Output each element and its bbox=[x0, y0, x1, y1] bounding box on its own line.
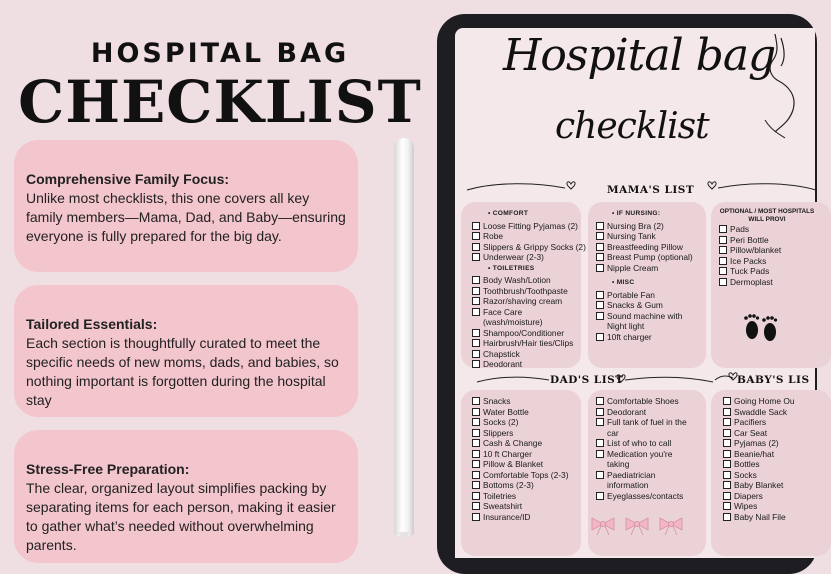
checkbox[interactable] bbox=[719, 246, 727, 254]
checkbox[interactable] bbox=[596, 301, 604, 309]
checkbox[interactable] bbox=[723, 471, 731, 479]
checkbox[interactable] bbox=[596, 397, 604, 405]
checkbox[interactable] bbox=[723, 502, 731, 510]
item-label: Nursing Bra (2) bbox=[607, 220, 664, 231]
baby-list-column bbox=[723, 396, 815, 522]
item-label: Deodorant bbox=[607, 406, 647, 417]
checkbox[interactable] bbox=[596, 492, 604, 500]
item-label: Snacks bbox=[483, 396, 511, 406]
checkbox[interactable] bbox=[596, 418, 604, 426]
checklist-item[interactable] bbox=[596, 491, 702, 502]
checklist-item[interactable] bbox=[723, 417, 815, 428]
item-label: Snacks & Gum bbox=[607, 300, 663, 310]
checklist-item[interactable] bbox=[596, 300, 708, 311]
checkbox[interactable] bbox=[472, 429, 480, 437]
checkbox[interactable] bbox=[596, 408, 604, 416]
checklist-item[interactable] bbox=[472, 459, 582, 470]
feature-card-family-focus bbox=[14, 140, 358, 272]
checklist-item[interactable] bbox=[596, 311, 696, 332]
toiletries-label: TOILETRIES bbox=[492, 264, 535, 272]
checkbox[interactable] bbox=[472, 308, 480, 316]
item-label: Diapers bbox=[734, 490, 763, 501]
card-title: Comprehensive Family Focus: bbox=[26, 171, 230, 187]
subheading-misc: • MISC bbox=[612, 279, 635, 286]
checkbox[interactable] bbox=[719, 225, 727, 233]
checklist-item[interactable] bbox=[472, 307, 544, 328]
checklist-item[interactable] bbox=[472, 438, 582, 449]
checkbox[interactable] bbox=[596, 439, 604, 447]
item-label: Insurance/ID bbox=[483, 511, 531, 522]
checklist-item[interactable] bbox=[472, 501, 582, 512]
item-label: Portable Fan bbox=[607, 289, 655, 300]
checkbox[interactable] bbox=[472, 450, 480, 458]
heart-divider-icon bbox=[713, 371, 739, 383]
checkbox[interactable] bbox=[596, 264, 604, 272]
item-label: Shampoo/Conditioner bbox=[483, 327, 565, 338]
checkbox[interactable] bbox=[596, 291, 604, 299]
heart-divider-icon bbox=[475, 373, 555, 385]
checklist-item[interactable] bbox=[472, 242, 584, 253]
checklist-item[interactable] bbox=[723, 491, 815, 502]
checkbox[interactable] bbox=[596, 333, 604, 341]
item-label: Body Wash/Lotion bbox=[483, 275, 551, 285]
item-label: Chapstick bbox=[483, 348, 520, 359]
checkbox[interactable] bbox=[472, 297, 480, 305]
mamas-list-heading: MAMA'S LIST bbox=[607, 184, 695, 196]
mama-nursing-list bbox=[596, 208, 708, 342]
checkbox[interactable] bbox=[596, 243, 604, 251]
item-label: Nursing Tank bbox=[607, 231, 656, 241]
item-label: Eyeglasses/contacts bbox=[607, 490, 684, 501]
mama-optional-list bbox=[719, 208, 819, 287]
item-label: Nipple Cream bbox=[607, 262, 659, 273]
checkbox[interactable] bbox=[719, 236, 727, 244]
item-label: Swaddle Sack bbox=[734, 406, 788, 417]
item-label: Medication you're taking bbox=[607, 448, 673, 469]
checkbox[interactable] bbox=[723, 481, 731, 489]
checklist-item[interactable] bbox=[723, 480, 815, 491]
dad-list-column-2 bbox=[596, 396, 702, 501]
item-label: Pyjamas (2) bbox=[734, 438, 779, 448]
checkbox[interactable] bbox=[596, 232, 604, 240]
checkbox[interactable] bbox=[472, 471, 480, 479]
item-label: Going Home Ou bbox=[734, 396, 795, 406]
checkbox[interactable] bbox=[596, 312, 604, 320]
checkbox[interactable] bbox=[723, 513, 731, 521]
checklist-item[interactable] bbox=[472, 396, 582, 407]
checklist-item[interactable] bbox=[596, 417, 700, 438]
item-label: Sweatshirt bbox=[483, 501, 523, 511]
item-label: Peri Bottle bbox=[730, 234, 769, 245]
item-label: Dermoplast bbox=[730, 276, 773, 287]
baby-footprints-icon bbox=[741, 310, 781, 344]
checkbox[interactable] bbox=[472, 408, 480, 416]
checkbox[interactable] bbox=[472, 481, 480, 489]
checkbox[interactable] bbox=[723, 397, 731, 405]
checklist-item[interactable] bbox=[472, 417, 582, 428]
checklist-item[interactable] bbox=[472, 296, 584, 307]
item-label: Pads bbox=[730, 224, 750, 234]
checkbox[interactable] bbox=[472, 460, 480, 468]
checklist-item[interactable] bbox=[472, 359, 584, 370]
checklist-item[interactable] bbox=[596, 252, 708, 263]
item-label: Baby Blanket bbox=[734, 480, 784, 490]
card-body: Each section is thoughtfully curated to meet the specific needs of new moms, dads, and babies, so nothing important is forgotten during the hospital stay bbox=[26, 335, 339, 408]
checklist-item[interactable] bbox=[719, 224, 819, 235]
item-label: Tuck Pads bbox=[730, 266, 770, 276]
checklist-item[interactable] bbox=[472, 275, 584, 286]
heart-divider-icon bbox=[703, 178, 818, 194]
checklist-item[interactable] bbox=[596, 407, 702, 418]
item-label: Water Bottle bbox=[483, 406, 529, 417]
checkbox[interactable] bbox=[472, 222, 480, 230]
checkbox[interactable] bbox=[472, 397, 480, 405]
card-body: The clear, organized layout simplifies packing by separating items for each person, making it easier to gather what’s needed without overwhelming parents. bbox=[26, 480, 336, 553]
item-label: Toiletries bbox=[483, 490, 517, 501]
checkbox[interactable] bbox=[719, 267, 727, 275]
checklist-item[interactable] bbox=[596, 438, 702, 449]
checkbox[interactable] bbox=[723, 450, 731, 458]
checklist-item[interactable] bbox=[723, 459, 815, 470]
item-label: Comfortable Shoes bbox=[607, 396, 679, 406]
checklist-item[interactable] bbox=[723, 449, 815, 460]
item-label: Wipes bbox=[734, 501, 758, 511]
checklist-item[interactable] bbox=[596, 231, 708, 242]
checklist-item[interactable] bbox=[472, 328, 584, 339]
item-label: Pillow & Blanket bbox=[483, 459, 544, 469]
stylus-tip bbox=[398, 532, 410, 542]
checklist-item[interactable] bbox=[472, 480, 582, 491]
checkbox[interactable] bbox=[472, 350, 480, 358]
checklist-item[interactable] bbox=[719, 245, 819, 256]
checklist-item[interactable] bbox=[723, 470, 815, 481]
pink-bows-icon bbox=[589, 516, 685, 536]
checklist-item[interactable] bbox=[472, 428, 582, 439]
checkbox[interactable] bbox=[472, 513, 480, 521]
item-label: Toothbrush/Toothpaste bbox=[483, 285, 568, 296]
item-label: Breast Pump (optional) bbox=[607, 252, 693, 262]
nursing-label: IF NURSING: bbox=[616, 210, 661, 217]
checklist-item[interactable] bbox=[719, 277, 819, 288]
checkbox[interactable] bbox=[723, 418, 731, 426]
checkbox[interactable] bbox=[596, 450, 604, 458]
checkbox[interactable] bbox=[723, 439, 731, 447]
checklist-item[interactable] bbox=[723, 512, 815, 523]
checklist-item[interactable] bbox=[472, 231, 584, 242]
item-label: Breastfeeding Pillow bbox=[607, 241, 683, 252]
item-label: Robe bbox=[483, 231, 504, 241]
item-label: Car Seat bbox=[734, 427, 768, 438]
screen-title-line2: checklist bbox=[555, 106, 709, 147]
checklist-item[interactable] bbox=[596, 290, 708, 301]
item-label: Slippers & Grippy Socks (2) bbox=[483, 241, 586, 252]
dads-list-heading: DAD'S LIST bbox=[550, 374, 624, 386]
checklist-item[interactable] bbox=[719, 266, 819, 277]
item-label: Socks bbox=[734, 469, 757, 480]
checklist-item[interactable] bbox=[472, 286, 584, 297]
item-label: 10 ft Charger bbox=[483, 448, 532, 459]
checklist-item[interactable] bbox=[719, 256, 819, 267]
item-label: Pacifiers bbox=[734, 417, 767, 427]
subheading-nursing: • IF NURSING: bbox=[612, 210, 661, 217]
card-title: Tailored Essentials: bbox=[26, 316, 158, 332]
checkbox[interactable] bbox=[472, 360, 480, 368]
checklist-item[interactable] bbox=[472, 512, 582, 523]
checklist-item[interactable] bbox=[723, 501, 815, 512]
item-label: Cash & Change bbox=[483, 438, 543, 448]
item-label: Slippers bbox=[483, 427, 514, 438]
item-label: Full tank of fuel in the car bbox=[607, 417, 687, 438]
subheading-toiletries: • TOILETRIES bbox=[488, 264, 535, 272]
mama-comfort-list bbox=[472, 208, 584, 370]
checklist-item[interactable] bbox=[472, 252, 584, 263]
item-label: Deodorant bbox=[483, 359, 523, 369]
checkbox[interactable] bbox=[719, 278, 727, 286]
comfort-label: COMFORT bbox=[492, 210, 529, 217]
item-label: Razor/shaving cream bbox=[483, 296, 563, 306]
checkbox[interactable] bbox=[472, 439, 480, 447]
item-label: Underwear (2-3) bbox=[483, 252, 544, 262]
checklist-item[interactable] bbox=[723, 428, 815, 439]
item-label: Sound machine with Night light bbox=[607, 310, 683, 331]
checkbox[interactable] bbox=[596, 471, 604, 479]
checklist-item[interactable] bbox=[723, 407, 815, 418]
feature-card-tailored-essentials bbox=[14, 285, 358, 417]
checkbox[interactable] bbox=[472, 232, 480, 240]
item-label: Face Care (wash/moisture) bbox=[483, 306, 543, 327]
checklist-item[interactable] bbox=[723, 438, 815, 449]
checklist-item[interactable] bbox=[596, 470, 680, 491]
checklist-item[interactable] bbox=[472, 338, 584, 349]
checkbox[interactable] bbox=[723, 460, 731, 468]
checkbox[interactable] bbox=[723, 408, 731, 416]
item-label: Loose Fitting Pyjamas (2) bbox=[483, 220, 578, 231]
checklist-item[interactable] bbox=[472, 349, 584, 360]
dad-list-column-1 bbox=[472, 396, 582, 522]
checkbox[interactable] bbox=[719, 257, 727, 265]
checklist-item[interactable] bbox=[472, 470, 582, 481]
babys-list-heading: BABY'S LIS bbox=[737, 374, 810, 386]
misc-label: MISC bbox=[616, 279, 635, 286]
item-label: Bottoms (2-3) bbox=[483, 480, 534, 490]
checkbox[interactable] bbox=[472, 418, 480, 426]
heart-divider-icon bbox=[615, 373, 715, 385]
optional-note: OPTIONAL / MOST HOSPITALS WILL PROVI bbox=[719, 208, 815, 223]
checkbox[interactable] bbox=[723, 492, 731, 500]
item-label: Bottles bbox=[734, 459, 760, 469]
checkbox[interactable] bbox=[596, 222, 604, 230]
checkbox[interactable] bbox=[472, 287, 480, 295]
checkbox[interactable] bbox=[472, 276, 480, 284]
checklist-item[interactable] bbox=[472, 221, 584, 232]
item-label: Paediatrician information bbox=[607, 469, 656, 490]
subheading-comfort: • COMFORT bbox=[488, 210, 529, 217]
checklist-item[interactable] bbox=[596, 263, 708, 274]
card-body: Unlike most checklists, this one covers all key family members—Mama, Dad, and Baby—ensuring everyone is fully prepared for the big day. bbox=[26, 190, 346, 244]
checkbox[interactable] bbox=[472, 243, 480, 251]
checklist-item[interactable] bbox=[596, 449, 684, 470]
checkbox[interactable] bbox=[472, 329, 480, 337]
tablet-screen bbox=[455, 28, 815, 558]
heading-hospital-bag: HOSPITAL BAG bbox=[90, 38, 350, 69]
item-label: 10ft charger bbox=[607, 331, 652, 342]
item-label: List of who to call bbox=[607, 438, 672, 448]
stylus-pencil bbox=[394, 138, 414, 536]
item-label: Socks (2) bbox=[483, 417, 519, 427]
checklist-item[interactable] bbox=[596, 396, 702, 407]
checkbox[interactable] bbox=[472, 253, 480, 261]
checklist-item[interactable] bbox=[596, 221, 708, 232]
item-label: Comfortable Tops (2-3) bbox=[483, 469, 569, 480]
item-label: Beanie/hat bbox=[734, 448, 775, 459]
checklist-item[interactable] bbox=[723, 396, 815, 407]
checkbox[interactable] bbox=[472, 339, 480, 347]
checkbox[interactable] bbox=[723, 429, 731, 437]
item-label: Ice Packs bbox=[730, 255, 767, 266]
card-title: Stress-Free Preparation: bbox=[26, 461, 190, 477]
feature-card-stress-free bbox=[14, 430, 358, 563]
checklist-item[interactable] bbox=[719, 235, 819, 246]
checklist-item[interactable] bbox=[472, 449, 582, 460]
heading-checklist: CHECKLIST bbox=[18, 68, 422, 136]
item-label: Hairbrush/Hair ties/Clips bbox=[483, 338, 574, 348]
screen-title-line1: Hospital bag bbox=[503, 30, 776, 81]
checklist-item[interactable] bbox=[596, 242, 708, 253]
checkbox[interactable] bbox=[596, 253, 604, 261]
checklist-item[interactable] bbox=[472, 491, 582, 502]
checkbox[interactable] bbox=[472, 492, 480, 500]
pregnant-silhouette-icon bbox=[755, 30, 815, 140]
item-label: Pillow/blanket bbox=[730, 245, 782, 255]
checkbox[interactable] bbox=[472, 502, 480, 510]
checklist-item[interactable] bbox=[472, 407, 582, 418]
checklist-item[interactable] bbox=[596, 332, 708, 343]
heart-divider-icon bbox=[465, 178, 580, 194]
item-label: Baby Nail File bbox=[734, 511, 786, 522]
